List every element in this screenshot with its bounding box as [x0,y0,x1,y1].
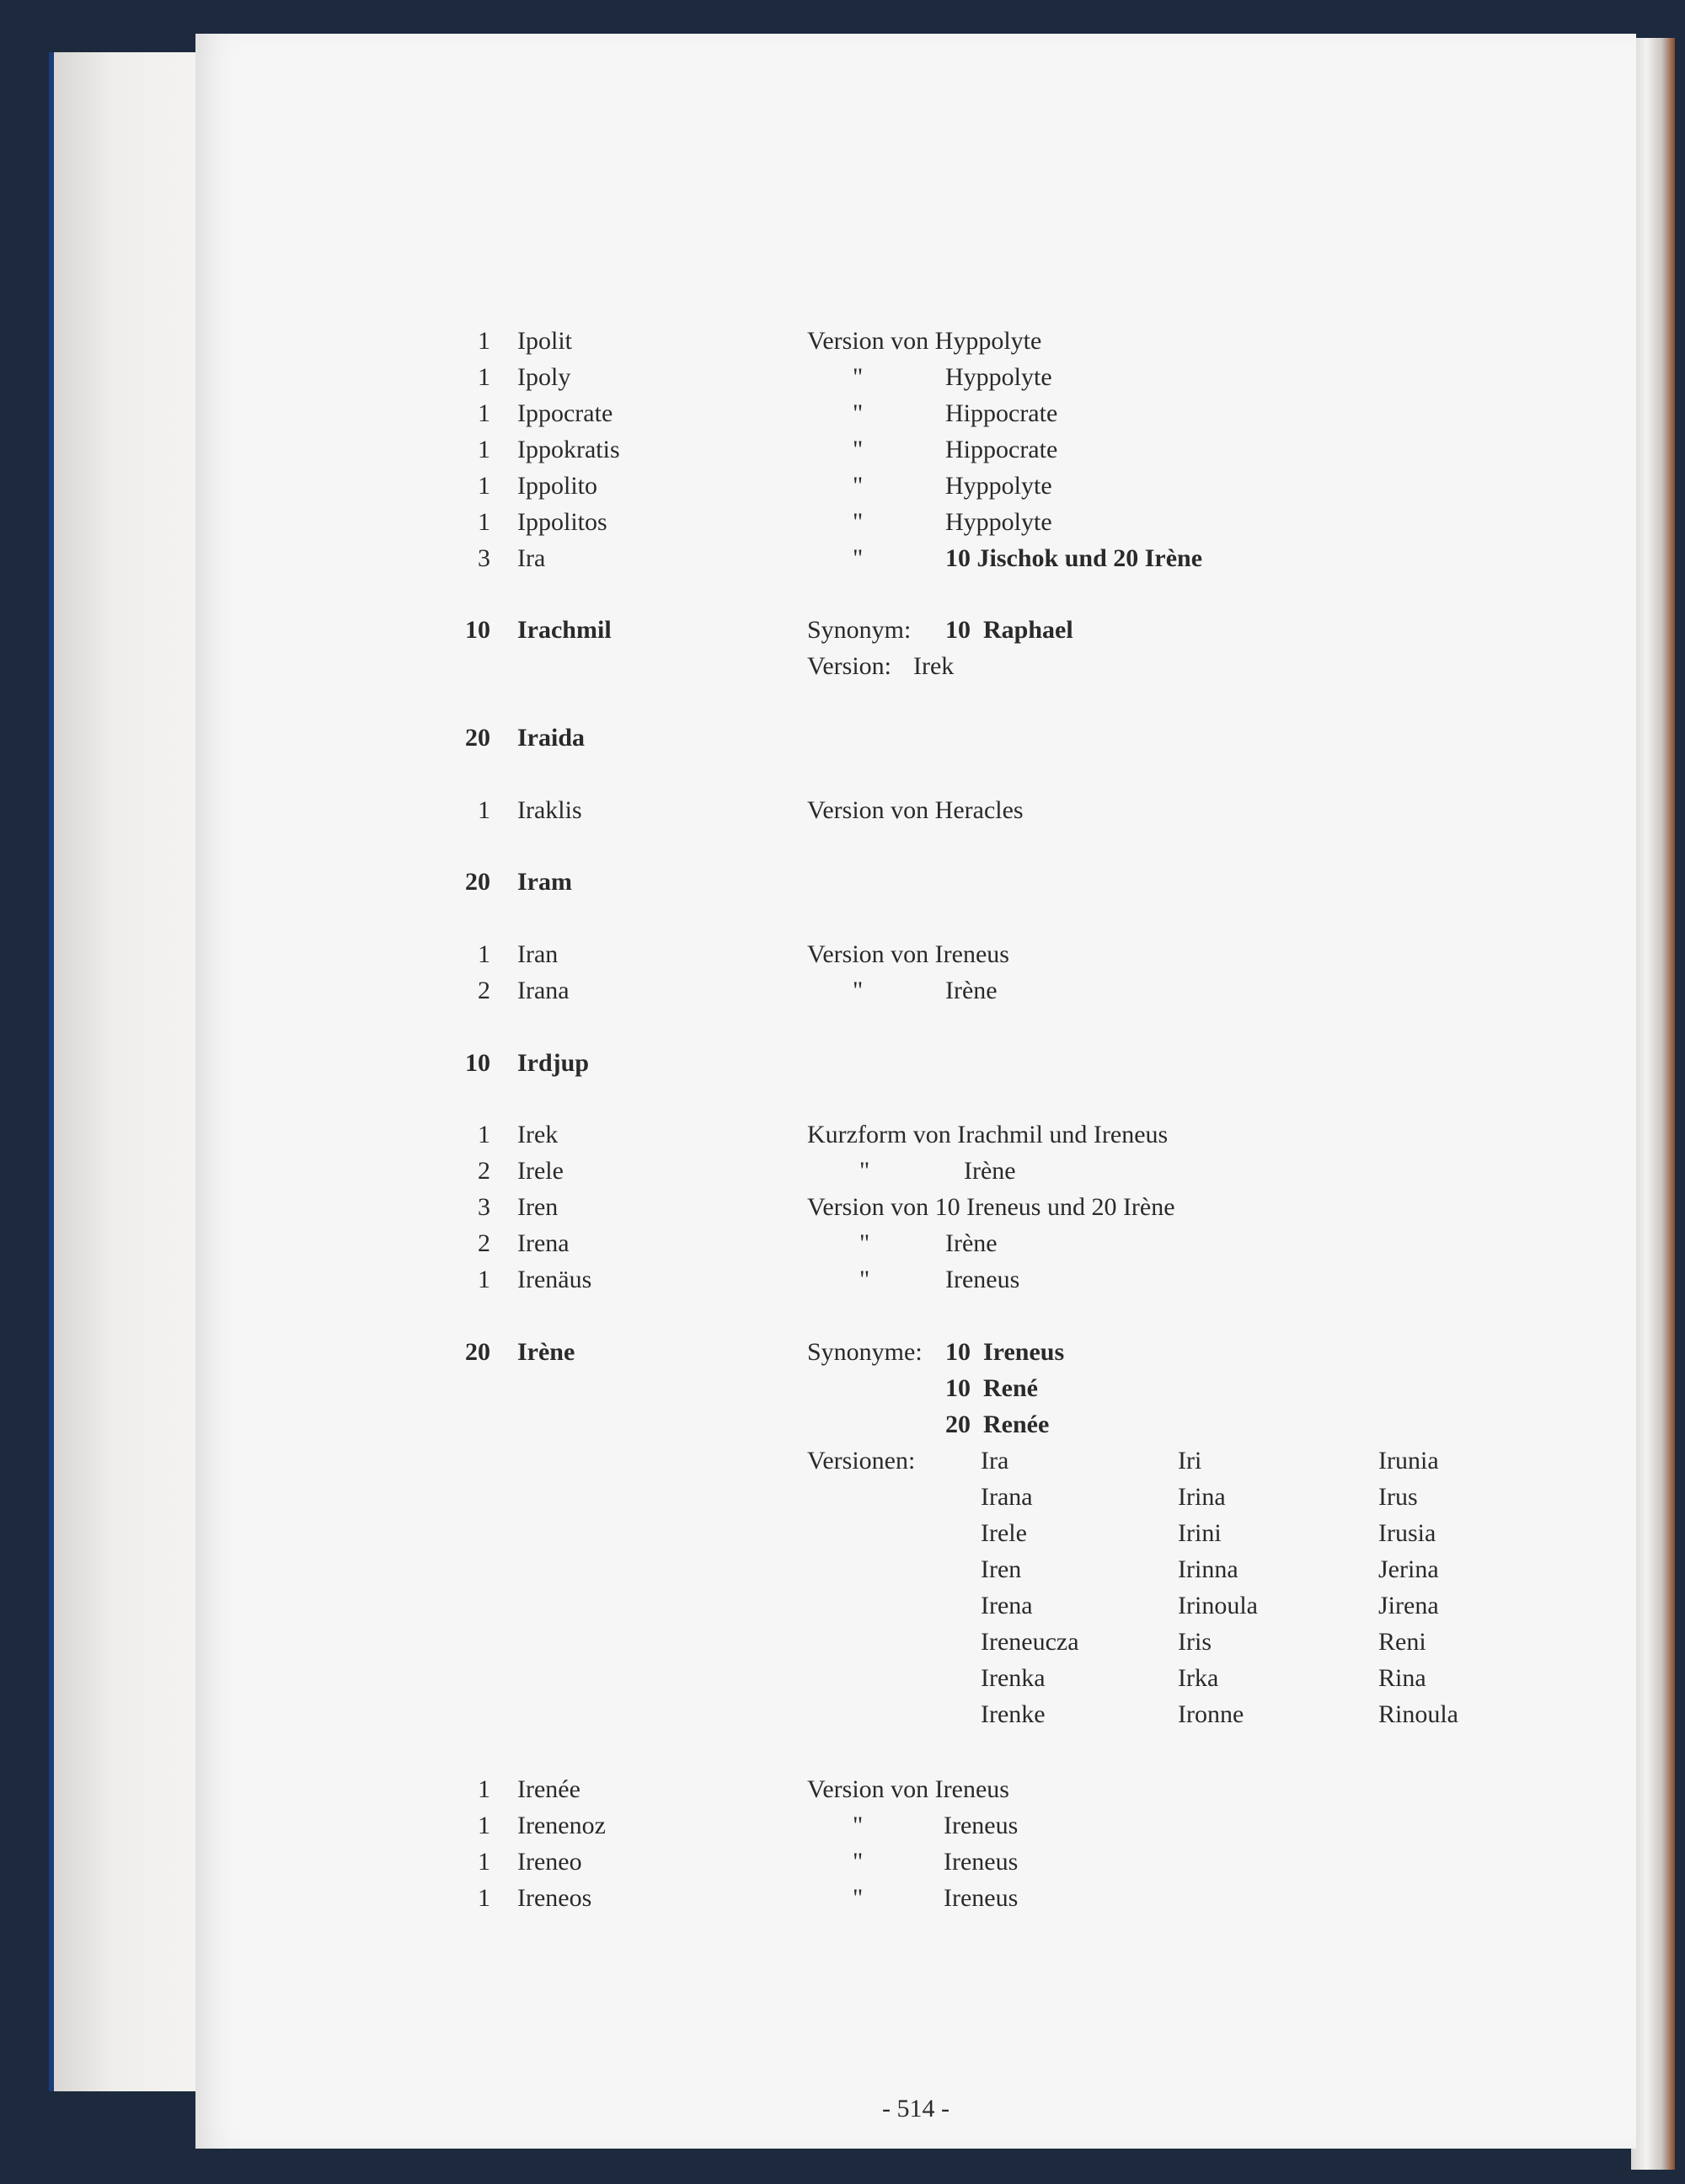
count: 3 [478,1193,490,1221]
count: 10 [465,616,490,644]
description: Kurzform von Irachmil und Ireneus [807,1121,1169,1148]
ditto-mark: " [853,436,864,463]
version-name: Irana [981,1483,1033,1511]
list-item [195,1263,1636,1297]
version-name: Rina [1378,1664,1426,1692]
target-name: Hyppolyte [945,363,1052,391]
versions-row [195,1662,1636,1695]
target-name: Ireneus [945,1266,1020,1293]
description: Version von Hyppolyte [807,327,1042,355]
version-name: Ireneucza [981,1628,1079,1656]
ditto-mark: " [853,1812,864,1839]
count: 10 [465,1049,490,1077]
name: Iraida [517,724,586,752]
synonym-value: 10 Ireneus [945,1338,1065,1366]
list-item [195,1882,1636,1915]
versions-row [195,1517,1636,1550]
version-name: Irusia [1378,1519,1436,1547]
name: Irenenoz [517,1812,606,1839]
name: Irdjup [517,1049,590,1077]
name: Iram [517,868,572,896]
target-name: 10 Jischok und 20 Irène [945,544,1203,572]
list-item [195,721,1636,755]
list-item [195,1372,1636,1405]
ditto-mark: " [853,1848,864,1876]
version-value: Irek [913,652,955,680]
version-name: Iri [1178,1447,1202,1475]
list-item [195,324,1636,358]
name: Irena [517,1229,570,1257]
count: 20 [465,1338,490,1366]
version-name: Irena [981,1592,1033,1619]
count: 1 [478,1848,490,1876]
ditto-mark: " [853,544,864,572]
name: Iran [517,940,559,968]
versions-row [195,1698,1636,1732]
version-name: Irus [1378,1483,1418,1511]
version-name: Irka [1178,1664,1219,1692]
name: Irenée [517,1775,580,1803]
ditto-mark: " [853,399,864,427]
versions-label: Versionen: [807,1447,916,1475]
count: 1 [478,472,490,500]
version-name: Irele [981,1519,1027,1547]
version-name: Ironne [1178,1700,1244,1728]
target-name: Ireneus [944,1848,1019,1876]
target-name: Irène [945,1229,998,1257]
synonym-label: Synonym: [807,616,912,644]
description: Version von 10 Ireneus und 20 Irène [807,1193,1175,1221]
book-page-edges-left [49,52,206,2091]
count: 1 [478,1812,490,1839]
version-label: Version: [807,652,891,680]
target-name: Hyppolyte [945,472,1052,500]
name: Ira [517,544,546,572]
versions-row [195,1625,1636,1659]
name: Irachmil [517,616,612,644]
list-item [195,433,1636,467]
description: Version von Heracles [807,796,1024,824]
target-name: Hippocrate [945,399,1058,427]
ditto-mark: " [859,1229,870,1257]
list-item [195,1046,1636,1080]
description: Version von Ireneus [807,1775,1009,1803]
versions-row [195,1480,1636,1514]
name: Ippocrate [517,399,613,427]
version-name: Reni [1378,1628,1426,1656]
list-item [195,1845,1636,1879]
version-name: Ira [981,1447,1009,1475]
count: 1 [478,796,490,824]
name: Irele [517,1157,564,1185]
list-item [195,361,1636,394]
version-name: Jerina [1378,1555,1439,1583]
list-item [195,938,1636,972]
name: Ippolitos [517,508,607,536]
ditto-mark: " [853,472,864,500]
target-name: Hippocrate [945,436,1058,463]
name: Ireneo [517,1848,582,1876]
name: Irène [517,1338,575,1366]
list-item [195,974,1636,1008]
list-item [195,506,1636,539]
list-item [195,1408,1636,1442]
name: Ippolito [517,472,597,500]
versions-row [195,1553,1636,1587]
synonym-value: 20 Renée [945,1410,1050,1438]
name: Iren [517,1193,559,1221]
list-item [195,1191,1636,1224]
list-item [195,542,1636,575]
target-name: Irène [945,977,998,1004]
name: Irenäus [517,1266,592,1293]
count: 2 [478,1157,490,1185]
list-item [195,1227,1636,1261]
count: 1 [478,363,490,391]
ditto-mark: " [853,1884,864,1912]
target-name: Hyppolyte [945,508,1052,536]
ditto-mark: " [859,1266,870,1293]
count: 1 [478,1775,490,1803]
version-name: Irunia [1378,1447,1439,1475]
versions-row [195,1589,1636,1623]
version-name: Rinoula [1378,1700,1458,1728]
list-item [195,865,1636,899]
list-item [195,469,1636,503]
list-item [195,1336,1636,1369]
list-item [195,397,1636,431]
list-item [195,1154,1636,1188]
version-name: Irinna [1178,1555,1238,1583]
version-name: Irina [1178,1483,1226,1511]
name-entry-list [195,34,1636,2149]
count: 20 [465,868,490,896]
target-name: Ireneus [944,1812,1019,1839]
list-item [195,650,1636,683]
synonym-value: 10 René [945,1374,1038,1402]
book-page [195,34,1636,2149]
description: Version von Ireneus [807,940,1009,968]
count: 1 [478,1121,490,1148]
version-name: Irini [1178,1519,1222,1547]
version-name: Irenke [981,1700,1046,1728]
list-item [195,1773,1636,1807]
version-name: Jirena [1378,1592,1439,1619]
count: 1 [478,1266,490,1293]
name: Ipoly [517,363,571,391]
count: 20 [465,724,490,752]
versions-row [195,1444,1636,1478]
target-name: Irène [964,1157,1016,1185]
page-number: - 514 - [882,2095,949,2122]
book-page-edges-right [1631,38,1675,2170]
version-name: Irenka [981,1664,1046,1692]
list-item [195,794,1636,827]
ditto-mark: " [853,508,864,536]
count: 1 [478,436,490,463]
version-name: Irinoula [1178,1592,1258,1619]
list-item [195,1809,1636,1843]
name: Ireneos [517,1884,592,1912]
count: 1 [478,940,490,968]
list-item [195,1118,1636,1152]
ditto-mark: " [859,1157,870,1185]
synonym-label: Synonyme: [807,1338,923,1366]
name: Ippokratis [517,436,620,463]
name: Ipolit [517,327,572,355]
count: 1 [478,399,490,427]
name: Irana [517,977,570,1004]
count: 1 [478,508,490,536]
count: 1 [478,327,490,355]
count: 2 [478,1229,490,1257]
ditto-mark: " [853,977,864,1004]
count: 1 [478,1884,490,1912]
count: 3 [478,544,490,572]
target-name: Ireneus [944,1884,1019,1912]
count: 2 [478,977,490,1004]
version-name: Iris [1178,1628,1212,1656]
ditto-mark: " [853,363,864,391]
list-item [195,613,1636,647]
synonym-value: 10 Raphael [945,616,1073,644]
name: Iraklis [517,796,582,824]
name: Irek [517,1121,559,1148]
version-name: Iren [981,1555,1022,1583]
